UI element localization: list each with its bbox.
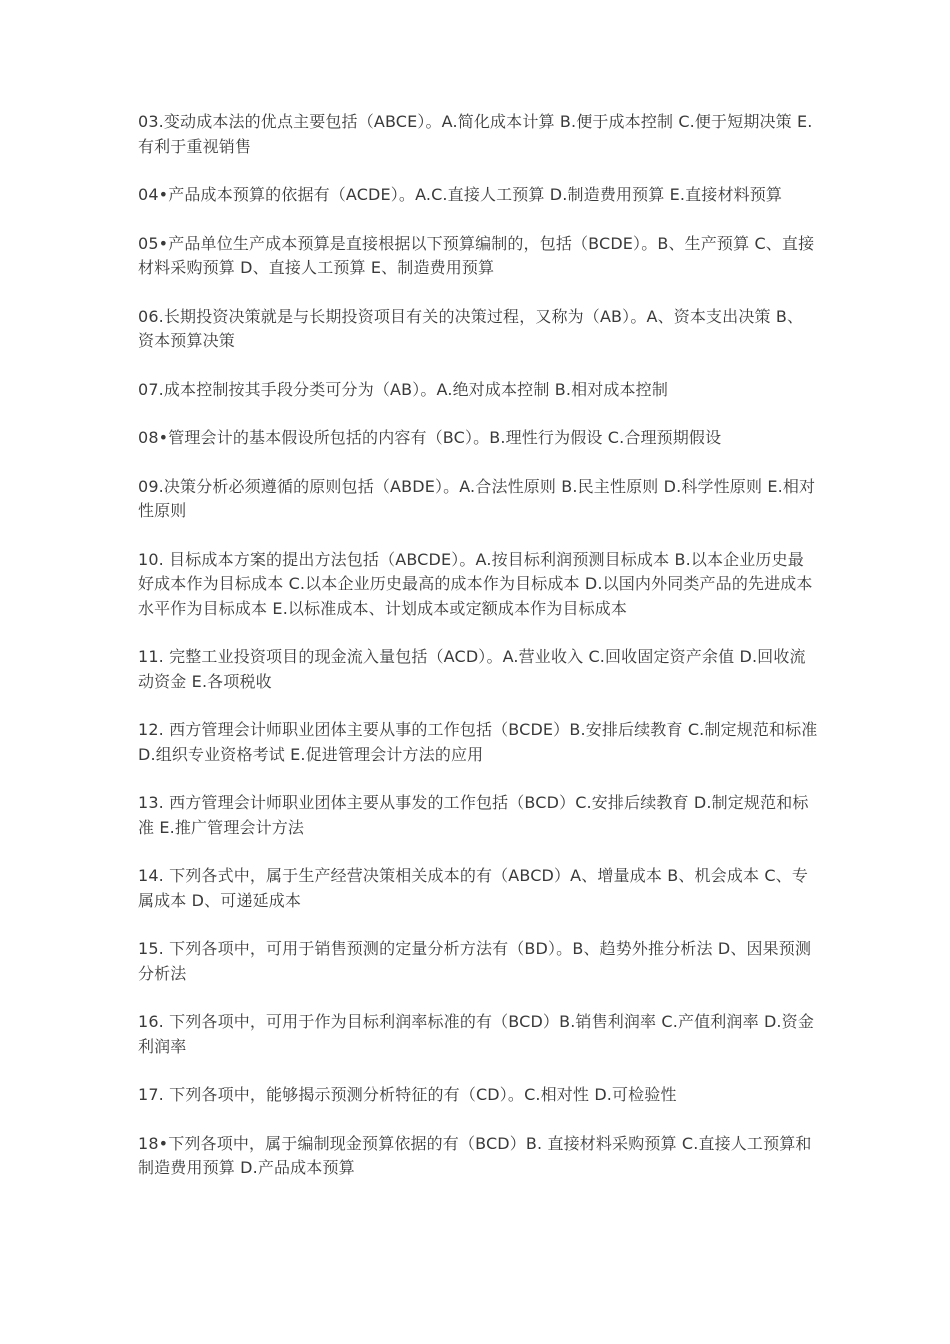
question-item-15: 15. 下列各项中，可用于销售预测的定量分析方法有（BD）。B、趋势外推分析法 D、因果预测分析法 (138, 939, 812, 983)
question-item-10: 10. 目标成本方案的提出方法包括（ABCDE）。A.按目标利润预测目标成本 B.以本企业历史最好成本作为目标成本 C.以本企业历史最高的成本作为目标成本 D.以国内外同类产品的先进成本水平作为目标成本 E.以标准成本、计划成本或定额成本作为目标成本 (138, 549, 813, 618)
question-item-14: 14. 下列各式中，属于生产经营决策相关成本的有（ABCD）A、增量成本 B、机会成本 C、专属成本 D、可递延成本 (138, 866, 808, 910)
question-list (138, 110, 818, 1205)
question-item-06: 06.长期投资决策就是与长期投资项目有关的决策过程，又称为（AB）。A、资本支出决策 B、资本预算决策 (138, 306, 804, 350)
question-item-17: 17. 下列各项中，能够揭示预测分析特征的有（CD）。C.相对性 D.可检验性 (138, 1085, 677, 1104)
question-item-18: 18•下列各项中，属于编制现金预算依据的有（BCD）B. 直接材料采购预算 C.直接人工预算和制造费用预算 D.产品成本预算 (138, 1133, 812, 1177)
question-item-03: 03.变动成本法的优点主要包括（ABCE）。A.简化成本计算 B.便于成本控制 C.便于短期决策 E.有利于重视销售 (138, 112, 813, 156)
question-item-11: 11. 完整工业投资项目的现金流入量包括（ACD）。A.营业收入 C.回收固定资产余值 D.回收流动资金 E.各项税收 (138, 647, 806, 691)
question-item-07: 07.成本控制按其手段分类可分为（AB）。A.绝对成本控制 B.相对成本控制 (138, 379, 668, 399)
question-item-16: 16. 下列各项中，可用于作为目标利润率标准的有（BCD）B.销售利润率 C.产值利润率 D.资金利润率 (138, 1012, 814, 1056)
question-item-12: 12. 西方管理会计师职业团体主要从事的工作包括（BCDE）B.安排后续教育 C.制定规范和标准 D.组织专业资格考试 E.促进管理会计方法的应用 (138, 720, 818, 764)
question-item-13: 13. 西方管理会计师职业团体主要从事发的工作包括（BCD）C.安排后续教育 D.制定规范和标准 E.推广管理会计方法 (138, 793, 809, 837)
question-item-05: 05•产品单位生产成本预算是直接根据以下预算编制的，包括（BCDE）。B、生产预算 C、直接材料采购预算 D、直接人工预算 E、制造费用预算 (138, 233, 815, 277)
question-item-08: 08•管理会计的基本假设所包括的内容有（BC）。B.理性行为假设 C.合理预期假设 (138, 428, 722, 447)
question-item-09: 09.决策分析必须遵循的原则包括（ABDE）。A.合法性原则 B.民主性原则 D.科学性原则 E.相对性原则 (138, 476, 816, 520)
question-item-04: 04•产品成本预算的依据有（ACDE）。A.C.直接人工预算 D.制造费用预算 E.直接材料预算 (138, 185, 783, 204)
